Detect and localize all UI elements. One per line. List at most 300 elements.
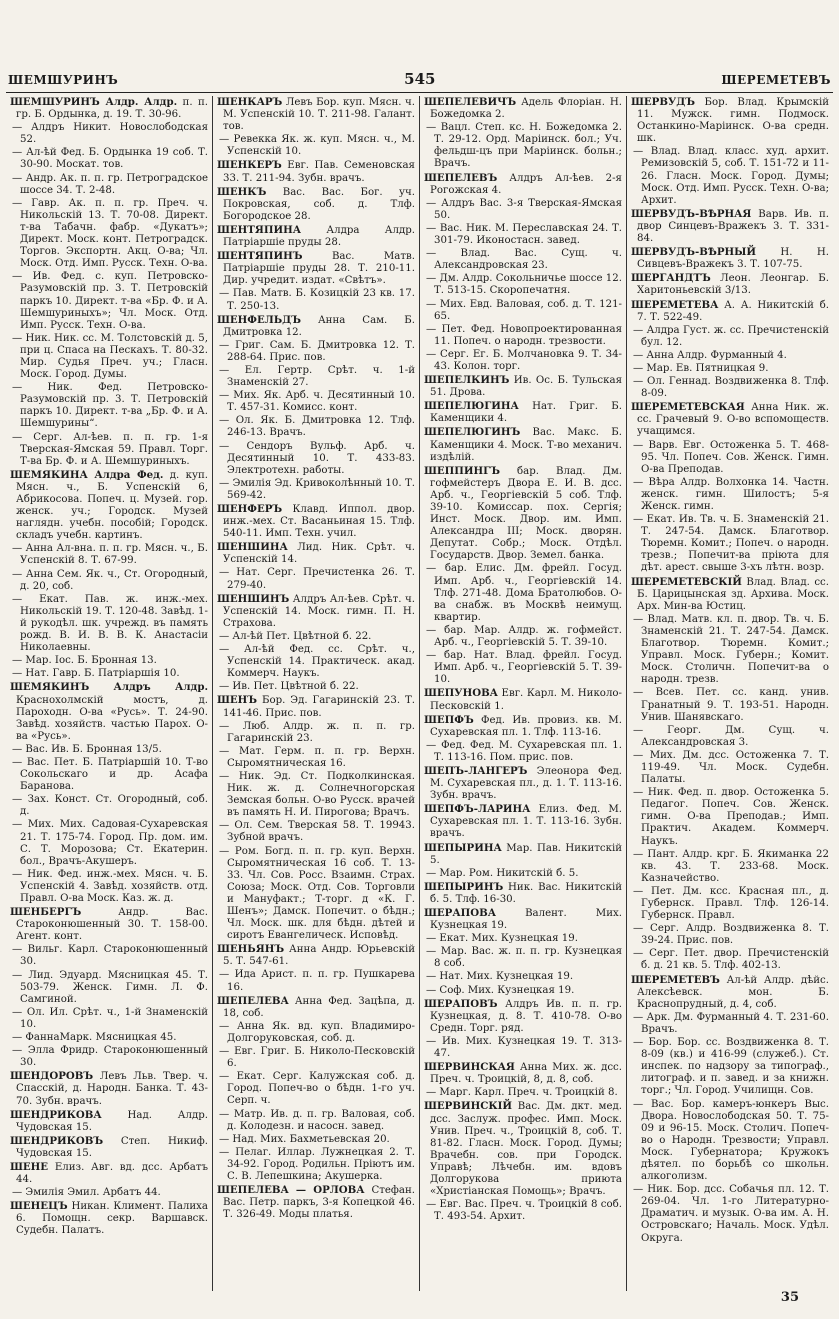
surname-heading: ШЕРВИНСКАЯ [424, 1061, 515, 1074]
entry-text: д. куп. Мясн. ч., Б. Успенскій 6, Абрикосова. Попеч. ц. Музей. гор. женск. уч.; Городск. Музей наглядн. учебн. пособій; Городск. складъ учебн. картинъ. [16, 469, 208, 542]
directory-subentry [631, 440, 829, 476]
directory-subentry [631, 376, 829, 400]
entry-text: — Пав. Матв. Б. Козицкій 23 кв. 17. Т. 250-13. [219, 288, 415, 312]
surname-heading: ШЕНБЕРГЪ [10, 906, 82, 919]
entry-text: — Евг. Григ. Б. Николо-Песковскій 6. [219, 1046, 415, 1070]
entry-text: — Серг. Ал-ѣев. п. п. гр. 1-я Тверская-Ямская 59. Правл. Торг. Т-ва Бр. Ф. и А. Шемшуриныхъ. [12, 431, 208, 467]
entry-text: — Эмилія Эд. Кривоколѣнный 10. Т. 569-42. [219, 477, 415, 501]
entry-text: — бар. Нат. Влад. фрейл. Госуд. Имп. Арб. ч., Георгіевскій 5. Т. 39-10. [426, 650, 622, 686]
entry-text: — Ник. Фед. Петровско-Разумовскій пр. 3. Т. Петровскій паркъ 10. Директ. т-ва „Бр. Ф. и А. Шемшурины“. [12, 382, 208, 430]
directory-subentry [424, 299, 622, 323]
entry-text: — Мих. Дм. дсс. Остоженка 7. Т. 119-49. Чл. Моск. Судебн. Палаты. [633, 749, 829, 786]
surname-heading: ШЕПЫРИНА [424, 841, 502, 854]
column-4 [627, 96, 833, 1291]
entry-text: — Ник. Эд. Ст. Подколкинская. Ник. ж. д. Солнечногорская Земская больн. О-во Русск. врачей въ память Н. И. Пирогова; Врачъ. [219, 770, 415, 819]
entry-text: — Нат. Гавр. Б. Патріаршія 10. [12, 668, 180, 680]
header-left-guideword: ШЕМШУРИНЪ [8, 73, 119, 87]
directory-subentry [217, 478, 415, 502]
directory-subentry [631, 725, 829, 749]
entry-text: — Над. Мих. Бахметьевская 20. [219, 1133, 390, 1145]
directory-subentry [10, 757, 208, 793]
directory-entry [424, 426, 622, 463]
entry-text: — Соф. Мих. Кузнецкая 19. [426, 984, 575, 996]
directory-entry [631, 272, 829, 297]
directory-subentry [10, 668, 208, 680]
entry-text: Вас. Вас. Бог. уч. Покровская, соб. д. Тлф. Богородское 28. [223, 186, 415, 222]
directory-subentry [631, 146, 829, 206]
entry-text: — Фед. Фед. М. Сухаревская пл. 1. Т. 113-16. Пом. прис. пов. [426, 739, 622, 763]
surname-heading: ШЕПЕЛКИНЪ [424, 374, 510, 387]
entry-text: — Пет. Фед. Новопроектированная 11. Попеч. о народн. трезвости. [426, 323, 622, 347]
directory-subentry [424, 248, 622, 272]
directory-entry [217, 159, 415, 184]
entry-text: Анна Ник. ж. сс. Грачевый 9. О-во вспомоществ. учащимся. [637, 402, 829, 438]
directory-entry [217, 250, 415, 287]
directory-subentry [631, 886, 829, 922]
entry-text: — Вацл. Степ. кс. Н. Божедомка 2. Т. 29-12. Орд. Маріинск. бол.; Уч. фельдш-цъ при Маріинск. больн.; Врачъ. [426, 122, 622, 170]
surname-heading: ШЕНТЯПИНА [217, 223, 302, 236]
surname-heading: ШЕППИНГЪ [424, 464, 500, 477]
directory-entry [424, 803, 622, 840]
entry-text: Стефан. Вас. Петр. паркъ, 3-я Копецкой 46. Т. 326-49. Моды платья. [223, 1185, 415, 1221]
entry-text: — Мих. Мих. Садовая-Сухаревская 21. Т. 175-74. Город. Пр. дом. им. С. Т. Морозова; Ст. Екатерин. бол., Врачъ-Акушеръ. [12, 819, 208, 867]
entry-text: — Влад. Матв. кл. п. двор. Тв. ч. Б. Знаменскій 21. Т. 247-54. Дамск. Благотвор. Тюремн. Комит.; Управл. Моск. Губерн.; Комит. Моск. Столичн. Попечит-ва о народн. трезв. [633, 613, 829, 686]
entry-text: Вас. Матв. Патріаршіе пруды 28. Т. 210-11. Дир. учредит. издат. «Свѣтъ». [223, 251, 415, 287]
directory-subentry [217, 820, 415, 844]
directory-columns [6, 96, 833, 1291]
entry-text: Н. Н. Сивцевъ-Вражекъ 3. Т. 107-75. [637, 247, 829, 271]
entry-text: — Мих. Як. Арб. ч. Десятинный 10. Т. 457-31. Комисс. конт. [219, 390, 415, 414]
directory-subentry [631, 514, 829, 574]
directory-entry [631, 246, 829, 271]
entry-text: — Эмилія Эмил. Арбатъ 44. [12, 1187, 161, 1199]
directory-subentry [217, 390, 415, 414]
surname-heading: ШЕНЕЦЪ [10, 1200, 68, 1213]
directory-subentry [631, 1037, 829, 1097]
entry-text: — Анна Як. вд. куп. Владимиро-Долгоруковская, соб. д. [219, 1020, 415, 1044]
entry-text: Бор. Эд. Гагаринскій 23. Т. 141-46. Прис. пов. [223, 695, 415, 719]
entry-text: — бар. Елис. Дм. фрейл. Госуд. Имп. Арб. ч., Георгіевскій 14. Тлф. 271-48. Дома Братолюбов. О-ва снабж. въ Москвѣ неимущ. квартир. [426, 563, 622, 623]
directory-entry [631, 299, 829, 324]
entry-text: — Анна Ал-вна. п. п. гр. Мясн. ч., Б. Успенскій 8. Т. 67-99. [12, 543, 208, 567]
entry-text: — Евг. Вас. Преч. ч. Троицкій 8 соб. Т. 493-54. Архит. [426, 1199, 622, 1223]
directory-subentry [10, 594, 208, 654]
directory-subentry [424, 650, 622, 686]
column-1 [6, 96, 213, 1291]
entry-text: — Сендоръ Вульф. Арб. ч. Десятинный 10. Т. 433-83. Электротехн. работы. [219, 440, 415, 476]
directory-subentry [217, 1134, 415, 1146]
directory-subentry [10, 655, 208, 667]
entry-text: — Ник. Фед. п. двор. Остоженка 5. Педагог. Попеч. Сов. Женск. гимн. О-ва Преподав.; Имп. Практич. Академ. Коммерч. Наукъ. [633, 787, 829, 847]
entry-text: Адель Флоріан. Н. Божедомка 2. [430, 97, 622, 121]
directory-subentry [631, 787, 829, 847]
directory-subentry [424, 1199, 622, 1223]
surname-heading: ШЕНЕ [10, 1160, 49, 1173]
column-2 [213, 96, 420, 1291]
directory-subentry [631, 849, 829, 885]
entry-text: Элеонора Фед. М. Сухаревская пл., д. 1. Т. 113-16. Зубн. врачъ. [430, 765, 622, 802]
entry-text: — Варв. Евг. Остоженка 5. Т. 468-95. Чл. Попеч. Сов. Женск. Гимн. О-ва Преподав. [633, 439, 829, 475]
directory-entry [424, 907, 622, 932]
surname-heading: ШЕПЕЛЕВА — ОРЛОВА [217, 1184, 365, 1197]
entry-text: — Ив. Мих. Кузнецкая 19. Т. 313-47. [426, 1035, 622, 1060]
entry-text: Левъ Льв. Твер. ч. Спасскій, д. Народн. Банка. Т. 43-70. Зубн. врачъ. [16, 1071, 208, 1107]
directory-subentry [217, 1109, 415, 1133]
directory-entry [424, 172, 622, 197]
directory-subentry [217, 746, 415, 770]
entry-text: — Зах. Конст. Ст. Огородный, соб. д. [12, 794, 208, 818]
directory-entry [424, 374, 622, 399]
surname-heading: ШЕНТЯПИНЪ [217, 250, 303, 263]
directory-subentry [10, 271, 208, 331]
directory-entry [424, 842, 622, 867]
entry-text: Мар. Пав. Никитскій 5. [430, 842, 622, 866]
entry-text: — Серг. Ег. Б. Молчановка 9. Т. 34-43. Колон. торг. [426, 348, 622, 372]
header-right-guideword: ШЕРЕМЕТЕВЪ [721, 73, 831, 87]
entry-text: А. А. Никитскій б. 7. Т. 522-49. [637, 299, 829, 323]
directory-entry [10, 1109, 208, 1134]
directory-subentry [217, 644, 415, 680]
directory-subentry [217, 441, 415, 477]
entry-text: Евг. Пав. Семеновская 33. Т. 211-94. Зубн. врачъ. [223, 160, 415, 184]
directory-subentry [424, 198, 622, 222]
directory-subentry [217, 721, 415, 745]
directory-subentry [217, 1147, 415, 1183]
directory-subentry [217, 846, 415, 943]
directory-subentry [631, 1184, 829, 1244]
entry-text: — Пет. Дм. ксс. Красная пл., д. Губернск. Правл. Тлф. 126-14. Губернск. Правл. [633, 885, 829, 922]
directory-entry [424, 1061, 622, 1086]
entry-text: — Ром. Богд. п. п. гр. куп. Верхн. Сыромятническая 16 соб. Т. 13-33. Чл. Сов. Росс. Взаимн. Страх. Союза; Моск. Отд. Сов. Торговли и Мануфакт.; Т-торг. д «К. Г. Шенъ»; Дамск. Попечит. о бѣдн.; Чл. Моск. шк. для бѣдн. дѣтей и сиротъ Евангелическ. Исповѣд. [219, 845, 415, 942]
entry-text: — Гавр. Ак. п. п. гр. Преч. ч. Никольскій 13. Т. 70-08. Директ. т-ва Табачн. фабр. «Дукатъ»; Директ. Моск. конт. Петроградск. Торгов. Экспортн. Акц. О-ва; Чл. Моск. Отд. Имп. Русск. Техн. О-ва. [12, 197, 208, 270]
directory-entry [631, 401, 829, 438]
directory-subentry [10, 432, 208, 468]
entry-text: — Пант. Алдр. крг. Б. Якиманка 22 кв. 43. Т. 233-68. Моск. Казначейство. [633, 848, 829, 884]
entry-text: — Мар. Іос. Б. Бронная 13. [12, 655, 157, 667]
directory-subentry [424, 933, 622, 945]
surname-heading: ШЕНШИНЪ [217, 592, 290, 605]
directory-subentry [10, 944, 208, 968]
directory-entry [10, 906, 208, 943]
entry-text: Ал-ѣй Алдр. дѣйс. Алексѣевск. мон. Б. Краснопрудный, д. 4, соб. [637, 974, 829, 1010]
directory-subentry [217, 134, 415, 158]
entry-text: Вас. Макс. Б. Каменщики 4. Моск. Т-во механич. издѣлій. [430, 427, 622, 463]
entry-text: — Ник. Фед. инж.-мех. Мясн. ч. Б. Успенскій 4. Завѣд. хозяйств. отд. Правл. О-ва Моск. Каз. ж. д. [12, 868, 208, 904]
directory-subentry [424, 273, 622, 297]
directory-entry [424, 465, 622, 563]
entry-text: — Ник. Бор. дсс. Собачья пл. 12. Т. 269-04. Чл. 1-го Литературно-Драматич. и музык. О-ва им. А. Н. Островскаго; Началь. Моск. Удѣл. Округа. [633, 1184, 829, 1244]
directory-entry [424, 881, 622, 906]
directory-subentry [10, 333, 208, 381]
directory-subentry [424, 971, 622, 983]
directory-subentry [10, 543, 208, 567]
directory-subentry [424, 1087, 622, 1099]
directory-subentry [631, 614, 829, 687]
entry-text: — Мар. Ром. Никитскій б. 5. [426, 867, 579, 879]
surname-heading: ШЕНШИНА [217, 541, 288, 554]
directory-entry [424, 687, 622, 712]
entry-text: Елиз. Авг. вд. дсс. Арбатъ 44. [16, 1161, 208, 1186]
entry-text: Влад. Влад. сс. Б. Царицынская зд. Архива. Моск. Арх. Мин-ва Юстиц. [637, 576, 829, 612]
entry-text: — Анна Сем. Як. ч., Ст. Огородный, д. 20, соб. [12, 568, 208, 592]
signature-mark: 35 [780, 1290, 799, 1305]
directory-subentry [217, 415, 415, 439]
directory-subentry [10, 122, 208, 146]
directory-subentry [217, 288, 415, 312]
directory-entry [10, 1135, 208, 1160]
entry-text: — Вас. Пет. Б. Патріаршій 10. Т-во Сокольскаго и др. Асафа Баранова. [12, 756, 208, 793]
entry-text: Алдра Алдр. Патріаршіе пруды 28. [223, 224, 415, 249]
entry-text: — Влад. Вас. Сущ. ч. Александровская 23. [426, 248, 622, 272]
surname-heading: ШЕНКЪ [217, 185, 267, 198]
directory-subentry [217, 1021, 415, 1045]
directory-entry [217, 694, 415, 719]
entry-text: — Ревекка Як. ж. куп. Мясн. ч., М. Успенскій 10. [219, 134, 415, 158]
directory-entry [631, 208, 829, 245]
directory-subentry [424, 625, 622, 649]
surname-heading: ШЕРГАНДТЪ [631, 272, 711, 285]
entry-text: Анна Фед. Зацѣпа, д. 18, соб. [223, 995, 416, 1019]
surname-heading: ШЕПФЪ-ЛАРИНА [424, 803, 531, 816]
directory-entry [217, 224, 415, 249]
surname-heading: ШЕНКАРЪ [217, 96, 283, 108]
directory-entry [217, 314, 415, 339]
directory-subentry [631, 477, 829, 513]
entry-text: — Матр. Ив. д. п. гр. Валовая, соб. д. Колодезн. и насосн. завед. [219, 1108, 415, 1132]
directory-subentry [631, 350, 829, 362]
entry-text: Краснохолмскій мостъ, д. Пароходн. О-ва «Русь». Т. 24-90. Завѣд. хозяйств. частью Парох. О-ва «Русь». [16, 694, 208, 742]
entry-text: Алдръ Ал-ѣев. Срѣт. ч. Успенскій 14. Моск. гимн. П. Н. Страхова. [223, 593, 415, 629]
header-rule [6, 92, 833, 93]
directory-subentry [217, 681, 415, 693]
entry-text: — Марг. Карл. Преч. ч. Троицкій 8. [426, 1087, 618, 1099]
surname-heading: ШЕРЕМЕТЕВСКІЙ [631, 575, 742, 588]
entry-text: — Алдръ Никит. Новослободская 52. [12, 122, 208, 146]
entry-text: Анна Сам. Б. Дмитровка 12. [223, 314, 415, 338]
directory-subentry [10, 198, 208, 271]
surname-heading: ШЕПФЪ [424, 713, 474, 726]
entry-text: — Нат. Мих. Кузнецкая 19. [426, 971, 574, 983]
entry-text: — Ол. Геннад. Воздвиженка 8. Тлф. 8-09. [633, 376, 829, 400]
directory-entry [217, 943, 415, 968]
entry-text: Анна Мих. ж. дсс. Преч. ч. Троицкій, 8, д. 8, соб. [430, 1062, 622, 1086]
entry-text: Евг. Карл. М. Николо-Песковскій 1. [430, 688, 622, 712]
directory-subentry [217, 567, 415, 591]
directory-subentry [424, 740, 622, 764]
surname-heading: ШЕНКЕРЪ [217, 159, 282, 172]
entry-text: — Мих. Евд. Валовая, соб. д. Т. 121-65. [426, 298, 622, 322]
entry-text: — Вас. Ив. Б. Бронная 13/5. [12, 743, 162, 755]
entry-text: — Ал-ѣй Фед. сс. Срѣт. ч., Успенскій 14. Практическ. акад. Коммерч. Наукъ. [219, 644, 415, 680]
directory-entry [217, 96, 415, 133]
entry-text: — Ал-ѣй Фед. Б. Ордынка 19 соб. Т. 30-90. Москат. тов. [12, 147, 208, 171]
directory-subentry [10, 1187, 208, 1199]
directory-subentry [424, 868, 622, 880]
entry-text: — Екат. Мих. Кузнецкая 19. [426, 933, 578, 945]
entry-text: — Екат. Пав. ж. инж.-мех. Никольскій 19. Т. 120-48. Завѣд. 1-й рукодѣл. шк. учрежд. въ память рожд. В. И. В. В. К. Анастасіи Николаевны. [12, 593, 208, 654]
entry-text: — Лид. Эдуард. Мясницкая 45. Т. 503-79. Женск. Гимн. Л. Ф. Самгиной. [12, 969, 208, 1005]
entry-text: — Мар. Ев. Пятницкая 9. [633, 362, 769, 374]
surname-heading: ШЕПЕЛЕВА [217, 994, 289, 1007]
entry-text: — Пелаг. Иллар. Лужнецкая 2. Т. 34-92. Город. Родильн. Пріютъ им. С. В. Лепешкина; Акушерка. [219, 1146, 415, 1182]
entry-text: — Григ. Сам. Б. Дмитровка 12. Т. 288-64. Прис. пов. [219, 339, 415, 363]
directory-entry [424, 1100, 622, 1198]
entry-text: бар. Влад. Дм. гофмейстеръ Двора Е. И. В. дсс. Арб. ч., Георгіевскій 5 соб. Тлф. 39-10. Комиссар. пох. Сергія; Инст. Моск. Двор. им. Имп. Александра III; Моск. дворян. Депутат. Собр.; Моск. Отдѣл. Государств. Двор. Земел. банка. [430, 465, 622, 562]
entry-text: Нат. Григ. Б. Каменщики 4. [430, 401, 622, 425]
entry-text: Леон. Леонгар. Б. Харитоньевскій 3/13. [637, 273, 829, 297]
surname-heading: ШЕРВУДЪ [631, 96, 696, 108]
entry-text: — Вас. Бор. камеръ-юнкеръ Выс. Двора. Новослободская 50. Т. 75-09 и 96-15. Моск. Столич. Попеч-во о Народн. Трезвости; Управл. Моск. Губернатора; Кружокъ дѣятел. по борьбѣ со школьн. алкоголизм. [633, 1098, 829, 1183]
entry-text: — Екат. Ив. Тв. ч. Б. Знаменскій 21. Т. 247-54. Дамск. Благотвор. Тюремн. Комит.; Попеч. о народн. трезв.; Попечит-ва пріюта для дѣт. арест. свыше 3-хъ лѣтн. возр. [633, 514, 829, 574]
entry-text: Клавд. Иппол. двор. инж.-мех. Ст. Васаньиная 15. Тлф. 540-11. Имп. Техн. учил. [223, 504, 415, 540]
surname-heading: ШЕПЫРИНЪ [424, 880, 504, 893]
entry-text: Левъ Бор. куп. Мясн. ч. М. Успенскій 10. Т. 211-98. Галант. тов. [223, 97, 415, 133]
directory-subentry [424, 563, 622, 623]
directory-entry [631, 974, 829, 1011]
entry-text: — ФаннаМарк. Мясницкая 45. [12, 1032, 177, 1044]
entry-text: — Ел. Гертр. Срѣт. ч. 1-й Знаменскій 27. [219, 364, 415, 389]
directory-subentry [217, 340, 415, 364]
entry-text: Степ. Никиф. Чудовская 15. [16, 1135, 208, 1159]
directory-subentry [424, 324, 622, 348]
entry-text: — Екат. Серг. Калужская соб. д. Город. Попеч-во о бѣдн. 1-го уч. Серп. ч. [219, 1071, 415, 1107]
directory-subentry [10, 794, 208, 818]
entry-text: Бор. Влад. Крымскій 11. Мужск. гимн. Подмоск. Останкино-Маріинск. О-ва средн. шк. [637, 97, 829, 145]
directory-subentry [631, 948, 829, 972]
entry-text: — Серг. Алдр. Воздвиженка 8. Т. 39-24. Прис. пов. [633, 923, 829, 947]
directory-subentry [631, 750, 829, 786]
directory-subentry [10, 382, 208, 430]
entry-text: Вас. Дм. дкт. мед. дсс. Заслуж. профес. Имп. Моск. Унив. Преч. ч., Троицкій 8, соб. Т. 81-82. Гласн. Моск. Город. Думы; Врачебн. сов. при Городск. Управѣ; Лѣчебн. им. вдовъ Долгорукова приюта «Христіанская Помощь»; Врачъ. [430, 1101, 622, 1198]
directory-entry [10, 1070, 208, 1107]
directory-subentry [10, 147, 208, 171]
directory-subentry [217, 365, 415, 389]
column-3 [420, 96, 627, 1291]
entry-text: — Ив. Фед. с. куп. Петровско-Разумовскій пр. 3. Т. Петровскій паркъ 10. Директ. т-ва «Бр. Ф. и А. Шемшуриныхъ»; Чл. Моск. Отд. Имп. Русск. Техн. О-ва. [12, 271, 208, 331]
directory-entry [217, 186, 415, 223]
directory-subentry [631, 687, 829, 723]
directory-entry [217, 593, 415, 630]
entry-text: — Ив. Пет. Цвѣтной б. 22. [219, 681, 359, 693]
entry-text: — Мар. Вас. ж. п. п. гр. Кузнецкая 8 соб. [426, 946, 622, 970]
surname-heading: ШЕМЯКИНЪ Алдръ Алдр. [10, 681, 208, 694]
directory-subentry [10, 1007, 208, 1031]
entry-text: Ив. Ос. Б. Тульская 51. Дрова. [430, 375, 622, 399]
directory-subentry [631, 363, 829, 375]
entry-text: — Ол. Сем. Тверская 58. Т. 19943. Зубной врачъ. [219, 820, 415, 844]
directory-entry [10, 96, 208, 121]
surname-heading: ШЕРЕМЕТЕВЪ [631, 973, 720, 986]
entry-text: Никан. Климент. Палиха 6. Помощн. секр. Варшавск. Судебн. Палатъ. [16, 1201, 208, 1237]
entry-text: — бар. Мар. Алдр. ж. гофмейст. Арб. ч., Георгіевскій 5. Т. 39-10. [426, 624, 622, 649]
entry-text: — Георг. Дм. Сущ. ч. Александровская 3. [633, 724, 829, 748]
directory-entry [424, 714, 622, 739]
entry-text: — Ида Арист. п. п. гр. Пушкарева 16. [219, 969, 415, 993]
directory-subentry [10, 173, 208, 197]
directory-entry [217, 503, 415, 540]
directory-subentry [10, 569, 208, 593]
directory-entry [10, 469, 208, 543]
surname-heading: ШЕРЕМЕТЕВА [631, 298, 719, 311]
surname-heading: ШЕНФЕРЪ [217, 503, 283, 515]
surname-heading: ШЕПЕЛЮГИНЪ [424, 426, 521, 439]
entry-text: Варв. Ив. п. двор Синцевъ-Вражекъ 3. Т. 331-84. [637, 208, 829, 245]
surname-heading: ШЕРАПОВА [424, 907, 497, 919]
entry-text: — Анна Алдр. Фурманный 4. [633, 349, 787, 361]
surname-heading: ШЕНДРИКОВЪ [10, 1134, 104, 1147]
entry-text: — Влад. Влад. класс. худ. архит. Ремизовскій 5, соб. Т. 151-72 и 11-26. Гласн. Моск. Город. Думы; Моск. Отд. Имп. Русск. Техн. О-ва; Архит. [633, 146, 829, 206]
directory-entry [424, 998, 622, 1035]
directory-subentry [217, 771, 415, 819]
directory-entry [217, 995, 415, 1020]
surname-heading: ШЕНЬЯНЪ [217, 943, 285, 956]
entry-text: — Вас. Ник. М. Переславская 24. Т. 301-79. Иконостасн. завед. [426, 222, 622, 247]
directory-subentry [10, 1032, 208, 1044]
directory-subentry [631, 325, 829, 349]
directory-subentry [424, 223, 622, 247]
entry-text: — Бор. Бор. сс. Воздвиженка 8. Т. 8-09 (кв.) и 416-99 (служеб.). Ст. инспек. по надзору за типограф., литограф. и п. завед. и за книжн. торг.; Чл. Город. Училищн. Сов. [633, 1037, 829, 1097]
directory-subentry [10, 869, 208, 905]
directory-entry [424, 400, 622, 425]
entry-text: — Алдра Густ. ж. сс. Пречистенскій бул. 12. [633, 324, 829, 348]
surname-heading: ШЕПЕЛЕВИЧЪ [424, 96, 517, 108]
directory-entry [10, 1200, 208, 1237]
entry-text: Над. Алдр. Чудовская 15. [16, 1109, 208, 1133]
directory-entry [10, 1161, 208, 1186]
entry-text: Алдръ Ив. п. п. гр. Кузнецкая, д. 8. Т. 410-78. О-во Средн. Торг. ряд. [430, 998, 622, 1034]
surname-heading: ШЕПЕЛЮГИНА [424, 400, 519, 413]
directory-subentry [631, 923, 829, 947]
directory-subentry [424, 985, 622, 997]
directory-subentry [10, 970, 208, 1006]
directory-subentry [424, 1036, 622, 1060]
directory-entry [424, 96, 622, 121]
page-header [8, 70, 831, 92]
directory-entry [10, 681, 208, 742]
directory-entry [217, 1184, 415, 1221]
entry-text: — Нат. Серг. Пречистенка 26. Т. 279-40. [219, 567, 415, 591]
surname-heading: ШЕНЪ [217, 694, 258, 707]
surname-heading: ШЕРАПОВЪ [424, 997, 498, 1010]
directory-subentry [10, 744, 208, 756]
surname-heading: ШЕНФЕЛЬДЪ [217, 313, 301, 326]
entry-text: — Андр. Ак. п. п. гр. Петроградское шоссе 34. Т. 2-48. [12, 172, 208, 196]
surname-heading: ШЕПЕЛЕВЪ [424, 171, 498, 184]
entry-text: — Арк. Дм. Фурманный 4. Т. 231-60. Врачъ. [633, 1011, 829, 1035]
directory-subentry [217, 1071, 415, 1107]
entry-text: Алдръ Ал-ѣев. 2-я Рогожская 4. [430, 172, 622, 196]
entry-text: Елиз. Фед. М. Сухаревская пл. 1. Т. 113-16. Зубн. врачъ. [430, 804, 622, 840]
directory-subentry [217, 1046, 415, 1070]
directory-entry [631, 96, 829, 145]
entry-text: — Ник. Ник. сс. М. Толстовскій д. 5, при ц. Спаса на Пескахъ. Т. 80-32. Мир. Судья Преч. уч.; Гласн. Моск. Город. Думы. [12, 332, 208, 381]
surname-heading: ШЕРВИНСКІЙ [424, 1100, 512, 1113]
surname-heading: ШЕМЯКИНА Алдра Фед. [10, 468, 164, 481]
directory-subentry [10, 819, 208, 867]
directory-entry [631, 576, 829, 613]
directory-subentry [217, 631, 415, 643]
surname-heading: ШЕНДОРОВЪ [10, 1070, 94, 1083]
entry-text: — Ал-ѣй Пет. Цвѣтной б. 22. [219, 630, 372, 642]
directory-subentry [424, 946, 622, 970]
entry-text: п. п. гр. Б. Ордынка, д. 19. Т. 30-96. [16, 97, 209, 121]
entry-text: Лид. Ник. Срѣт. ч. Успенскій 14. [223, 542, 415, 566]
surname-heading: ШЕРВУДЪ-ВѢРНЫЙ [631, 246, 756, 259]
surname-heading: ШЕПЪ-ЛАНГЕРЪ [424, 764, 528, 777]
entry-text: — Элла Фридр. Староконюшенный 30. [12, 1045, 208, 1069]
directory-entry [424, 765, 622, 802]
directory-subentry [631, 1099, 829, 1184]
